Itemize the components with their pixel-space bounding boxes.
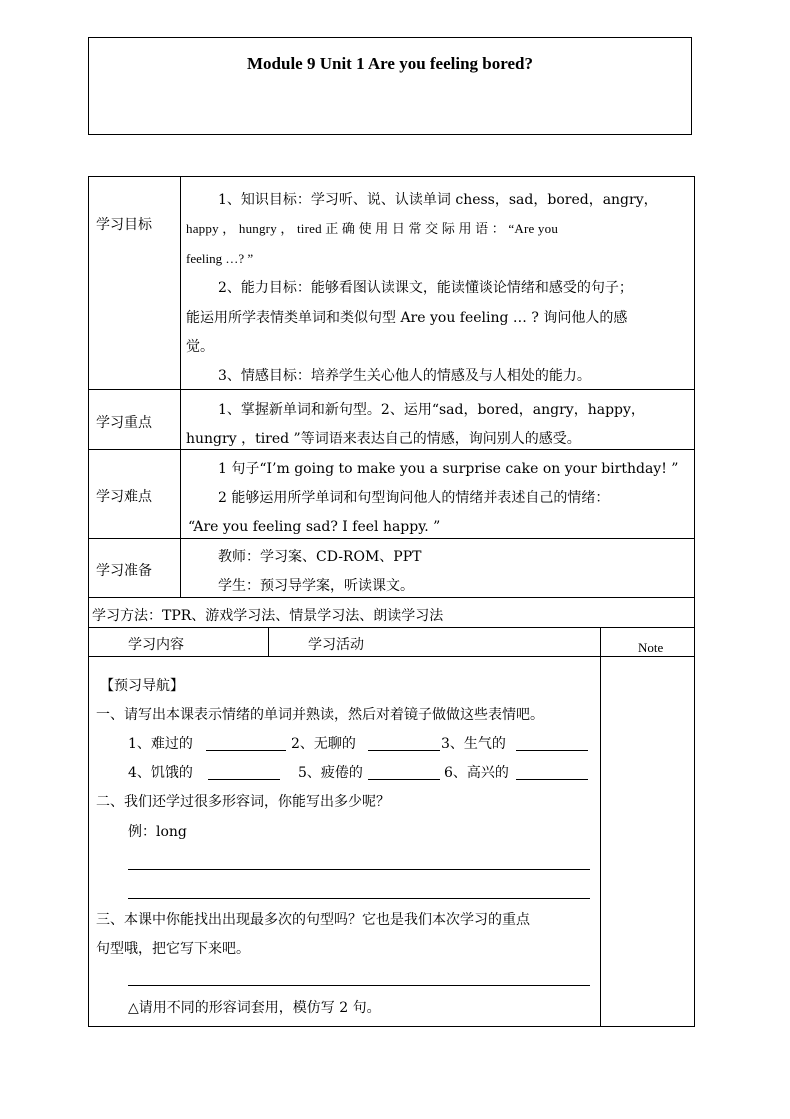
row-label-difficulty: 学习难点	[96, 489, 152, 505]
answer-line[interactable]	[128, 898, 590, 899]
table-right-border	[694, 176, 695, 1027]
row-divider	[88, 627, 695, 628]
table-bottom-border	[88, 1026, 695, 1027]
answer-blank[interactable]	[516, 750, 588, 751]
goals-line: feeling …? ”	[186, 251, 254, 266]
question-3: 三、本课中你能找出出现最多次的句型吗？它也是我们本次学习的重点	[96, 912, 530, 928]
goals-line: 能运用所学表情类单词和类似句型 Are you feeling … ? 询问他人的感	[186, 310, 628, 326]
goals-line: 1、知识目标：学习听、说、认读单词 chess，sad，bored，angry，	[218, 192, 658, 208]
question-2: 二、我们还学过很多形容词，你能写出多少呢？	[96, 794, 390, 810]
answer-blank[interactable]	[368, 779, 440, 780]
goals-line: 3、情感目标：培养学生关心他人的情感及与人相处的能力。	[218, 368, 591, 384]
goals-line	[186, 220, 686, 238]
q1-item-bored: 2、无聊的	[291, 736, 356, 752]
prep-line: 学生：预习导学案，听读课文。	[218, 578, 414, 594]
difficulty-line: 2 能够运用所学单词和句型询问他人的情绪并表述自己的情绪：	[218, 490, 610, 506]
answer-blank[interactable]	[516, 779, 588, 780]
answer-line[interactable]	[128, 869, 590, 870]
page-title: Module 9 Unit 1 Are you feeling bored?	[246, 54, 533, 73]
row-label-goals: 学习目标	[96, 217, 152, 233]
prep-line: 教师：学习案、CD-ROM、PPT	[218, 549, 422, 565]
difficulty-line: “Are you feeling sad? I feel happy. ”	[188, 519, 441, 535]
row-label-prep: 学习准备	[96, 563, 152, 579]
row-label-focus: 学习重点	[96, 415, 152, 431]
table-left-border	[88, 176, 89, 1027]
row-divider	[88, 389, 695, 390]
q3-task: △请用不同的形容词套用，模仿写 2 句。	[128, 1000, 381, 1016]
row-divider	[88, 449, 695, 450]
goals-line: 觉。	[186, 339, 214, 355]
preview-heading: 【预习导航】	[100, 678, 184, 694]
title-box	[88, 37, 692, 135]
q1-item-tired: 5、疲倦的	[298, 765, 363, 781]
goals-line: 2、能力目标：能够看图认读课文，能读懂谈论情绪和感受的句子；	[218, 280, 633, 296]
header-note: Note	[638, 640, 664, 655]
q2-example: 例：long	[128, 824, 187, 840]
goals-line-text: happy ， hungry ， tired 正 确 使 用 日 常 交 际 用 语 ： “Are you	[186, 221, 559, 236]
row-divider	[88, 597, 695, 598]
answer-blank[interactable]	[368, 750, 440, 751]
q1-item-sad: 1、难过的	[128, 736, 193, 752]
methods-text: 学习方法：TPR、游戏学习法、情景学习法、朗读学习法	[92, 608, 444, 624]
q1-item-happy: 6、高兴的	[444, 765, 509, 781]
header-activity: 学习活动	[308, 637, 364, 653]
q1-item-angry: 3、生气的	[441, 736, 506, 752]
focus-line: 1、掌握新单词和新句型。2、运用“sad，bored，angry，happy，	[218, 402, 645, 418]
answer-line[interactable]	[128, 985, 590, 986]
note-column-divider	[600, 627, 601, 1027]
question-3-cont: 句型哦，把它写下来吧。	[96, 941, 250, 957]
header-divider	[268, 627, 269, 657]
header-content: 学习内容	[128, 637, 184, 653]
q1-item-hungry: 4、饥饿的	[128, 765, 193, 781]
difficulty-line: 1 句子“I’m going to make you a surprise cake on your birthday! ”	[218, 461, 679, 477]
answer-blank[interactable]	[208, 779, 280, 780]
row-divider	[88, 656, 695, 657]
answer-blank[interactable]	[206, 750, 286, 751]
label-column-divider	[180, 176, 181, 597]
focus-line: hungry ，tired ”等词语来表达自己的情感，询问别人的感受。	[186, 431, 581, 447]
row-divider	[88, 538, 695, 539]
question-1: 一、请写出本课表示情绪的单词并熟读，然后对着镜子做做这些表情吧。	[96, 707, 544, 723]
